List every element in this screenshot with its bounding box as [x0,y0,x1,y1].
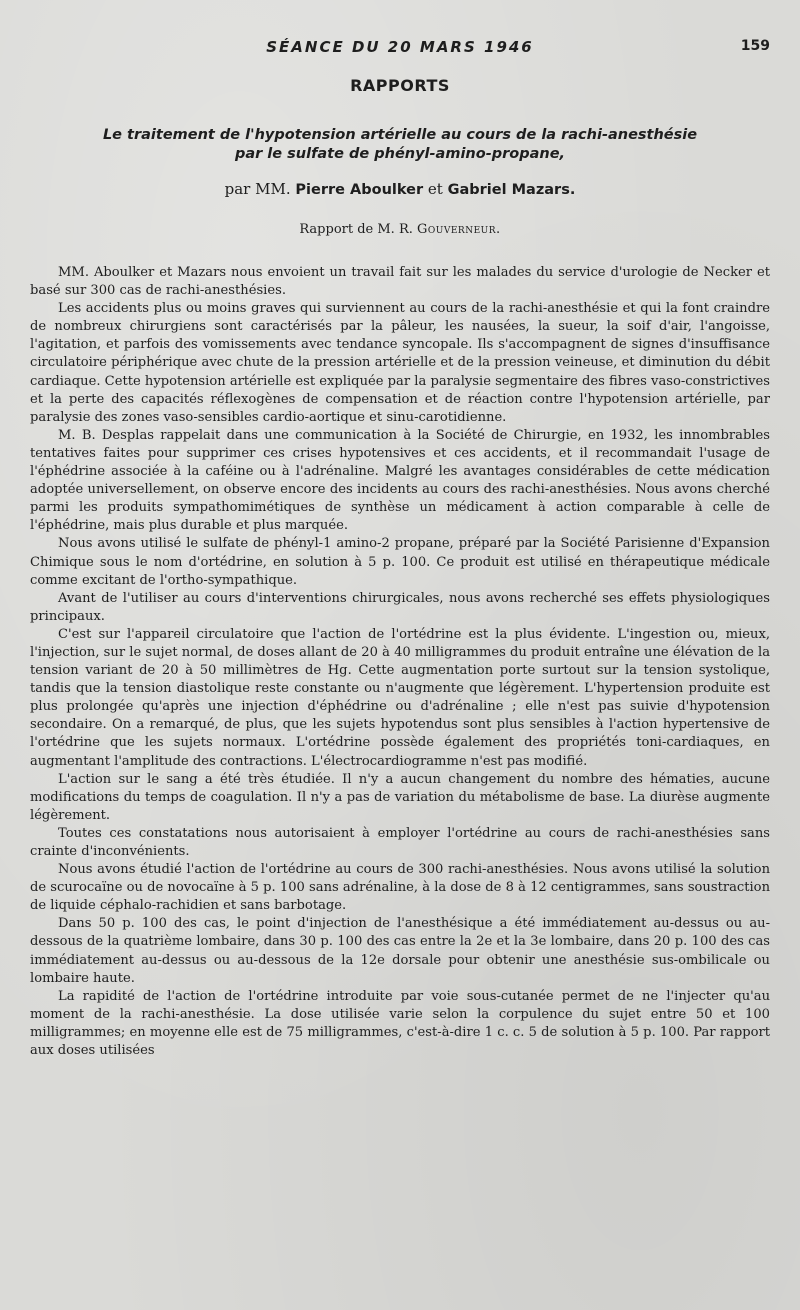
authors-conjunction: et [427,180,443,198]
paragraph: Nous avons utilisé le sulfate de phényl-1 amino-2 propane, préparé par la Société Parisienne d'Expansion Chimique sous le nom d'ortédrine, en solution à 5 p. 100. Ce produit est utilisé en thérapeutique médicale comme excitant de l'ortho-sympathique. [30,536,770,588]
paragraph: Dans 50 p. 100 des cas, le point d'injection de l'anesthésique a été immédiatement au-dessus ou au-dessous de la quatrième lombaire, dans 30 p. 100 des cas entre la 2e et la 3e lombaire, dans 20 p. 100 des cas immédiatement au-dessus ou au-dessous de la 12e dorsale pour obtenir une anesthésie sus-ombilicale ou lombaire haute. [30,916,770,986]
article-title-line-2: par le sulfate de phényl-amino-propane, [234,146,566,162]
paragraph: Toutes ces constatations nous autorisaient à employer l'ortédrine au cours de rachi-anesthésies sans crainte d'inconvénients. [30,825,770,859]
author-1: Pierre Aboulker [295,182,424,198]
paragraph: La rapidité de l'action de l'ortédrine introduite par voie sous-cutanée permet de ne l'injecter qu'au moment de la rachi-anesthésie. La dose utilisée varie selon la corpulence du sujet entre 50 et 100 milligrammes; en moyenne elle est de 75 milligrammes, c'est-à-dire 1 c. c. 5 de solution à 5 p. 100. Par rapport aux doses utilisées [30,988,770,1059]
authors-line [0,180,800,198]
section-heading: RAPPORTS [350,76,450,95]
authors-prefix: par MM. [224,180,291,198]
report-prefix: Rapport de M. R. [299,222,413,237]
author-2: Gabriel Mazars. [447,182,576,198]
article-title-line-1: Le traitement de l'hypotension artérielle au cours de la rachi-anesthésie [102,127,698,143]
paragraph: L'action sur le sang a été très étudiée. Il n'y a aucun changement du nombre des hématies, aucune modifications du temps de coagulation. Il n'y a pas de variation du métabolisme de base. La diurèse augmente légèrement. [30,771,770,823]
running-title: SÉANCE DU 20 MARS 1946 [266,38,534,56]
article-title [30,126,770,164]
paragraph: Nous avons étudié l'action de l'ortédrine au cours de 300 rachi-anesthésies. Nous avons utilisé la solution de scurocaïne ou de novocaïne à 5 p. 100 sans adrénaline, à la dose de 8 à 12 centigrammes, sans soustraction de liquide céphalo-rachidien et sans barbotage. [30,862,770,914]
paragraph: Les accidents plus ou moins graves qui surviennent au cours de la rachi-anesthésie et qui la font craindre de nombreux chirurgiens sont caractérisés par la pâleur, les nausées, la sueur, la soif d'air, l'angoisse, l'agitation, et parfois des vomissements avec tendance syncopale. Ils s'accompagnent de signes d'insuffisance circulatoire périphérique avec chute de la pression artérielle et de la pression veineuse, et diminution du débit cardiaque. Cette hypotension artérielle est expliquée par la paralysie segmentaire des fibres vaso-constrictives et la perte des capacités réflexogènes de compensation et de réaction contre l'hypotension artérielle, par paralysie des zones vaso-sensibles cardio-aortique et sinu-carotidienne. [30,301,770,425]
paragraph: MM. Aboulker et Mazars nous envoient un travail fait sur les malades du service d'urologie de Necker et basé sur 300 cas de rachi-anesthésies. [30,265,770,299]
page-number: 159 [740,38,770,54]
paragraph: C'est sur l'appareil circulatoire que l'action de l'ortédrine est la plus évidente. L'ingestion ou, mieux, l'injection, sur le sujet normal, de doses allant de 20 à 40 milligrammes du produit entraîne une élévation de la tension variant de 20 à 50 millimètres de Hg. Cette augmentation porte surtout sur la tension systolique, tandis que la tension diastolique reste constante ou n'augmente que légèrement. L'hypertension produite est plus prolongée qu'après une injection d'éphédrine ou d'adrénaline ; elle n'est pas suivie d'hypotension secondaire. On a remarqué, de plus, que les sujets hypotendus sont plus sensibles à l'action hypertensive de l'ortédrine que les sujets normaux. L'ortédrine possède également des propriétés toni-cardiaques, en augmentant l'amplitude des contractions. L'électrocardiogramme n'est pas modifié. [30,626,770,769]
running-head [0,38,800,58]
paragraph: M. B. Desplas rappelait dans une communication à la Société de Chirurgie, en 1932, les innombrables tentatives faites pour supprimer ces crises hypotensives et ces accidents, et il recommandait l'usage de l'éphédrine associée à la caféine ou à l'adrénaline. Malgré les avantages considérables de cette médication adoptée universellement, on observe encore des incidents au cours des rachi-anesthésies. Nous avons cherché parmi les produits sympathomimétiques de synthèse un médicament à action comparable à celle de l'éphédrine, mais plus durable et plus marquée. [30,427,770,534]
body-text [30,264,770,1060]
reporter-name: Gouverneur. [417,222,501,237]
report-line [0,222,800,237]
paragraph: Avant de l'utiliser au cours d'interventions chirurgicales, nous avons recherché ses effets physiologiques principaux. [30,590,770,624]
